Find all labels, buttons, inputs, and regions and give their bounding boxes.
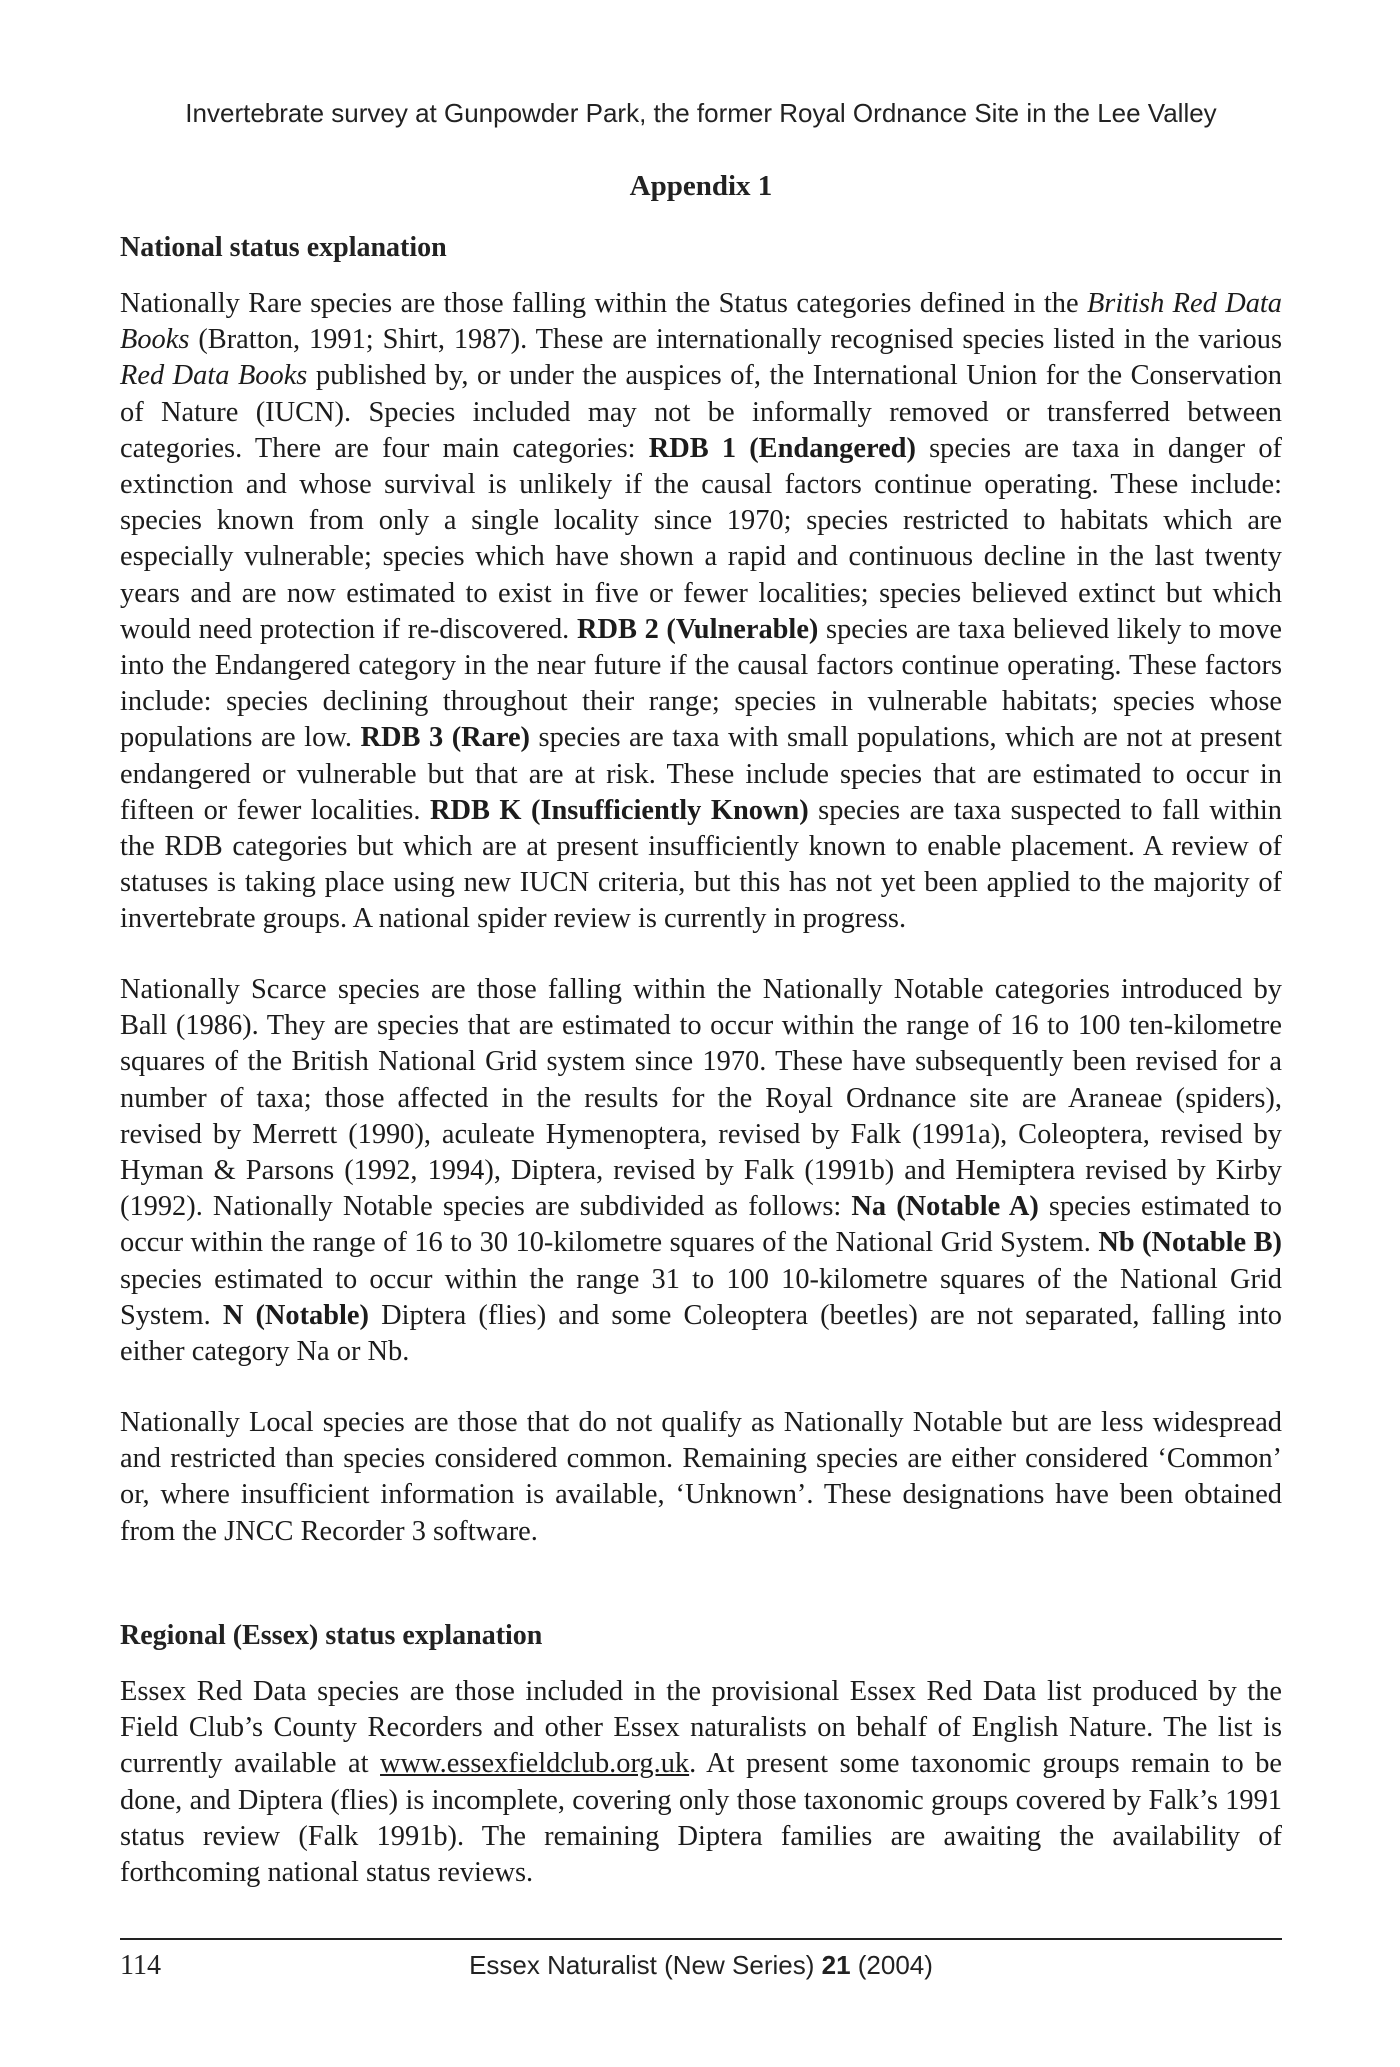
- essexfieldclub-link[interactable]: www.essexfieldclub.org.uk: [380, 1748, 690, 1780]
- running-header: Invertebrate survey at Gunpowder Park, the former Royal Ordnance Site in the Lee Valley: [185, 98, 1217, 128]
- regional-status-heading: Regional (Essex) status explanation: [120, 1620, 543, 1651]
- national-status-heading: National status explanation: [120, 232, 447, 263]
- nationally-local-paragraph: Nationally Local species are those that do not qualify as Nationally Notable but are less widespread and restricted than species considered common. Remaining species are either considered ‘Common’ or, where insufficient information is available, ‘Unknown’. These designations have been obtained from the JNCC Recorder 3 software.: [120, 1407, 1282, 1547]
- footer-divider: [120, 1938, 1282, 1940]
- nationally-scarce-paragraph: Nationally Scarce species are those falling within the Nationally Notable categories introduced by Ball (1986). They are species that are estimated to occur within the range of 16 to 100 ten-kilometre squares of the British National Grid system since 1970. These have subsequently been revised for a number of taxa; those affected in the results for the Royal Ordnance site are Araneae (spiders), revised by Merrett (1990), aculeate Hymenoptera, revised by Falk (1991a), Coleoptera, revised by Hyman & Parsons (1992, 1994), Diptera, revised by Falk (1991b) and Hemiptera revised by Kirby (1992). Nationally Notable species are subdivided as follows: Na (Notable A) species estimated to occur within the range of 16 to 30 10-kilometre squares of the National Grid System. Nb (Notable B) species estimated to occur within the range 31 to 100 10-kilometre squares of the National Grid System. N (Notable) Diptera (flies) and some Coleoptera (beetles) are not separated, falling into either category Na or Nb.: [120, 974, 1282, 1368]
- nationally-rare-paragraph: Nationally Rare species are those falling within the Status categories defined in the British Red Data Books (Bratton, 1991; Shirt, 1987). These are internationally recognised species listed in the various Red Data Books published by, or under the auspices of, the International Union for the Conservation of Nature (IUCN). Species included may not be informally removed or transferred between categories. There are four main categories: RDB 1 (Endangered) species are taxa in danger of extinction and whose survival is unlikely if the causal factors continue operating. These include: species known from only a single locality since 1970; species restricted to habitats which are especially vulnerable; species which have shown a rapid and continuous decline in the last twenty years and are now estimated to exist in five or fewer localities; species believed extinct but which would need protection if re-discovered. RDB 2 (Vulnerable) species are taxa believed likely to move into the Endangered category in the near future if the causal factors continue operating. These factors include: species declining throughout their range; species in vulnerable habitats; species whose populations are low. RDB 3 (Rare) species are taxa with small populations, which are not at present endangered or vulnerable but that are at risk. These include species that are estimated to occur in fifteen or fewer localities. RDB K (Insufficiently Known) species are taxa suspected to fall within the RDB categories but which are at present insufficiently known to enable placement. A review of statuses is taking place using new IUCN criteria, but this has not yet been applied to the majority of invertebrate groups. A national spider review is currently in progress.: [120, 288, 1283, 935]
- essex-red-data-paragraph: Essex Red Data species are those included in the provisional Essex Red Data list produced by the Field Club’s County Recorders and other Essex naturalists on behalf of English Nature. The list is currently available at www.essexfieldclub.org.uk. At present some taxonomic groups remain to be done, and Diptera (flies) is incomplete, covering only those taxonomic groups covered by Falk’s 1991 status review (Falk 1991b). The remaining Diptera families are awaiting the availability of forthcoming national status reviews.: [120, 1676, 1282, 1889]
- volume-number: 21: [821, 1950, 851, 1980]
- page-number: 114: [120, 1950, 161, 1981]
- appendix-title: Appendix 1: [629, 170, 773, 202]
- journal-citation: Essex Naturalist (New Series) 21 (2004): [469, 1950, 933, 1980]
